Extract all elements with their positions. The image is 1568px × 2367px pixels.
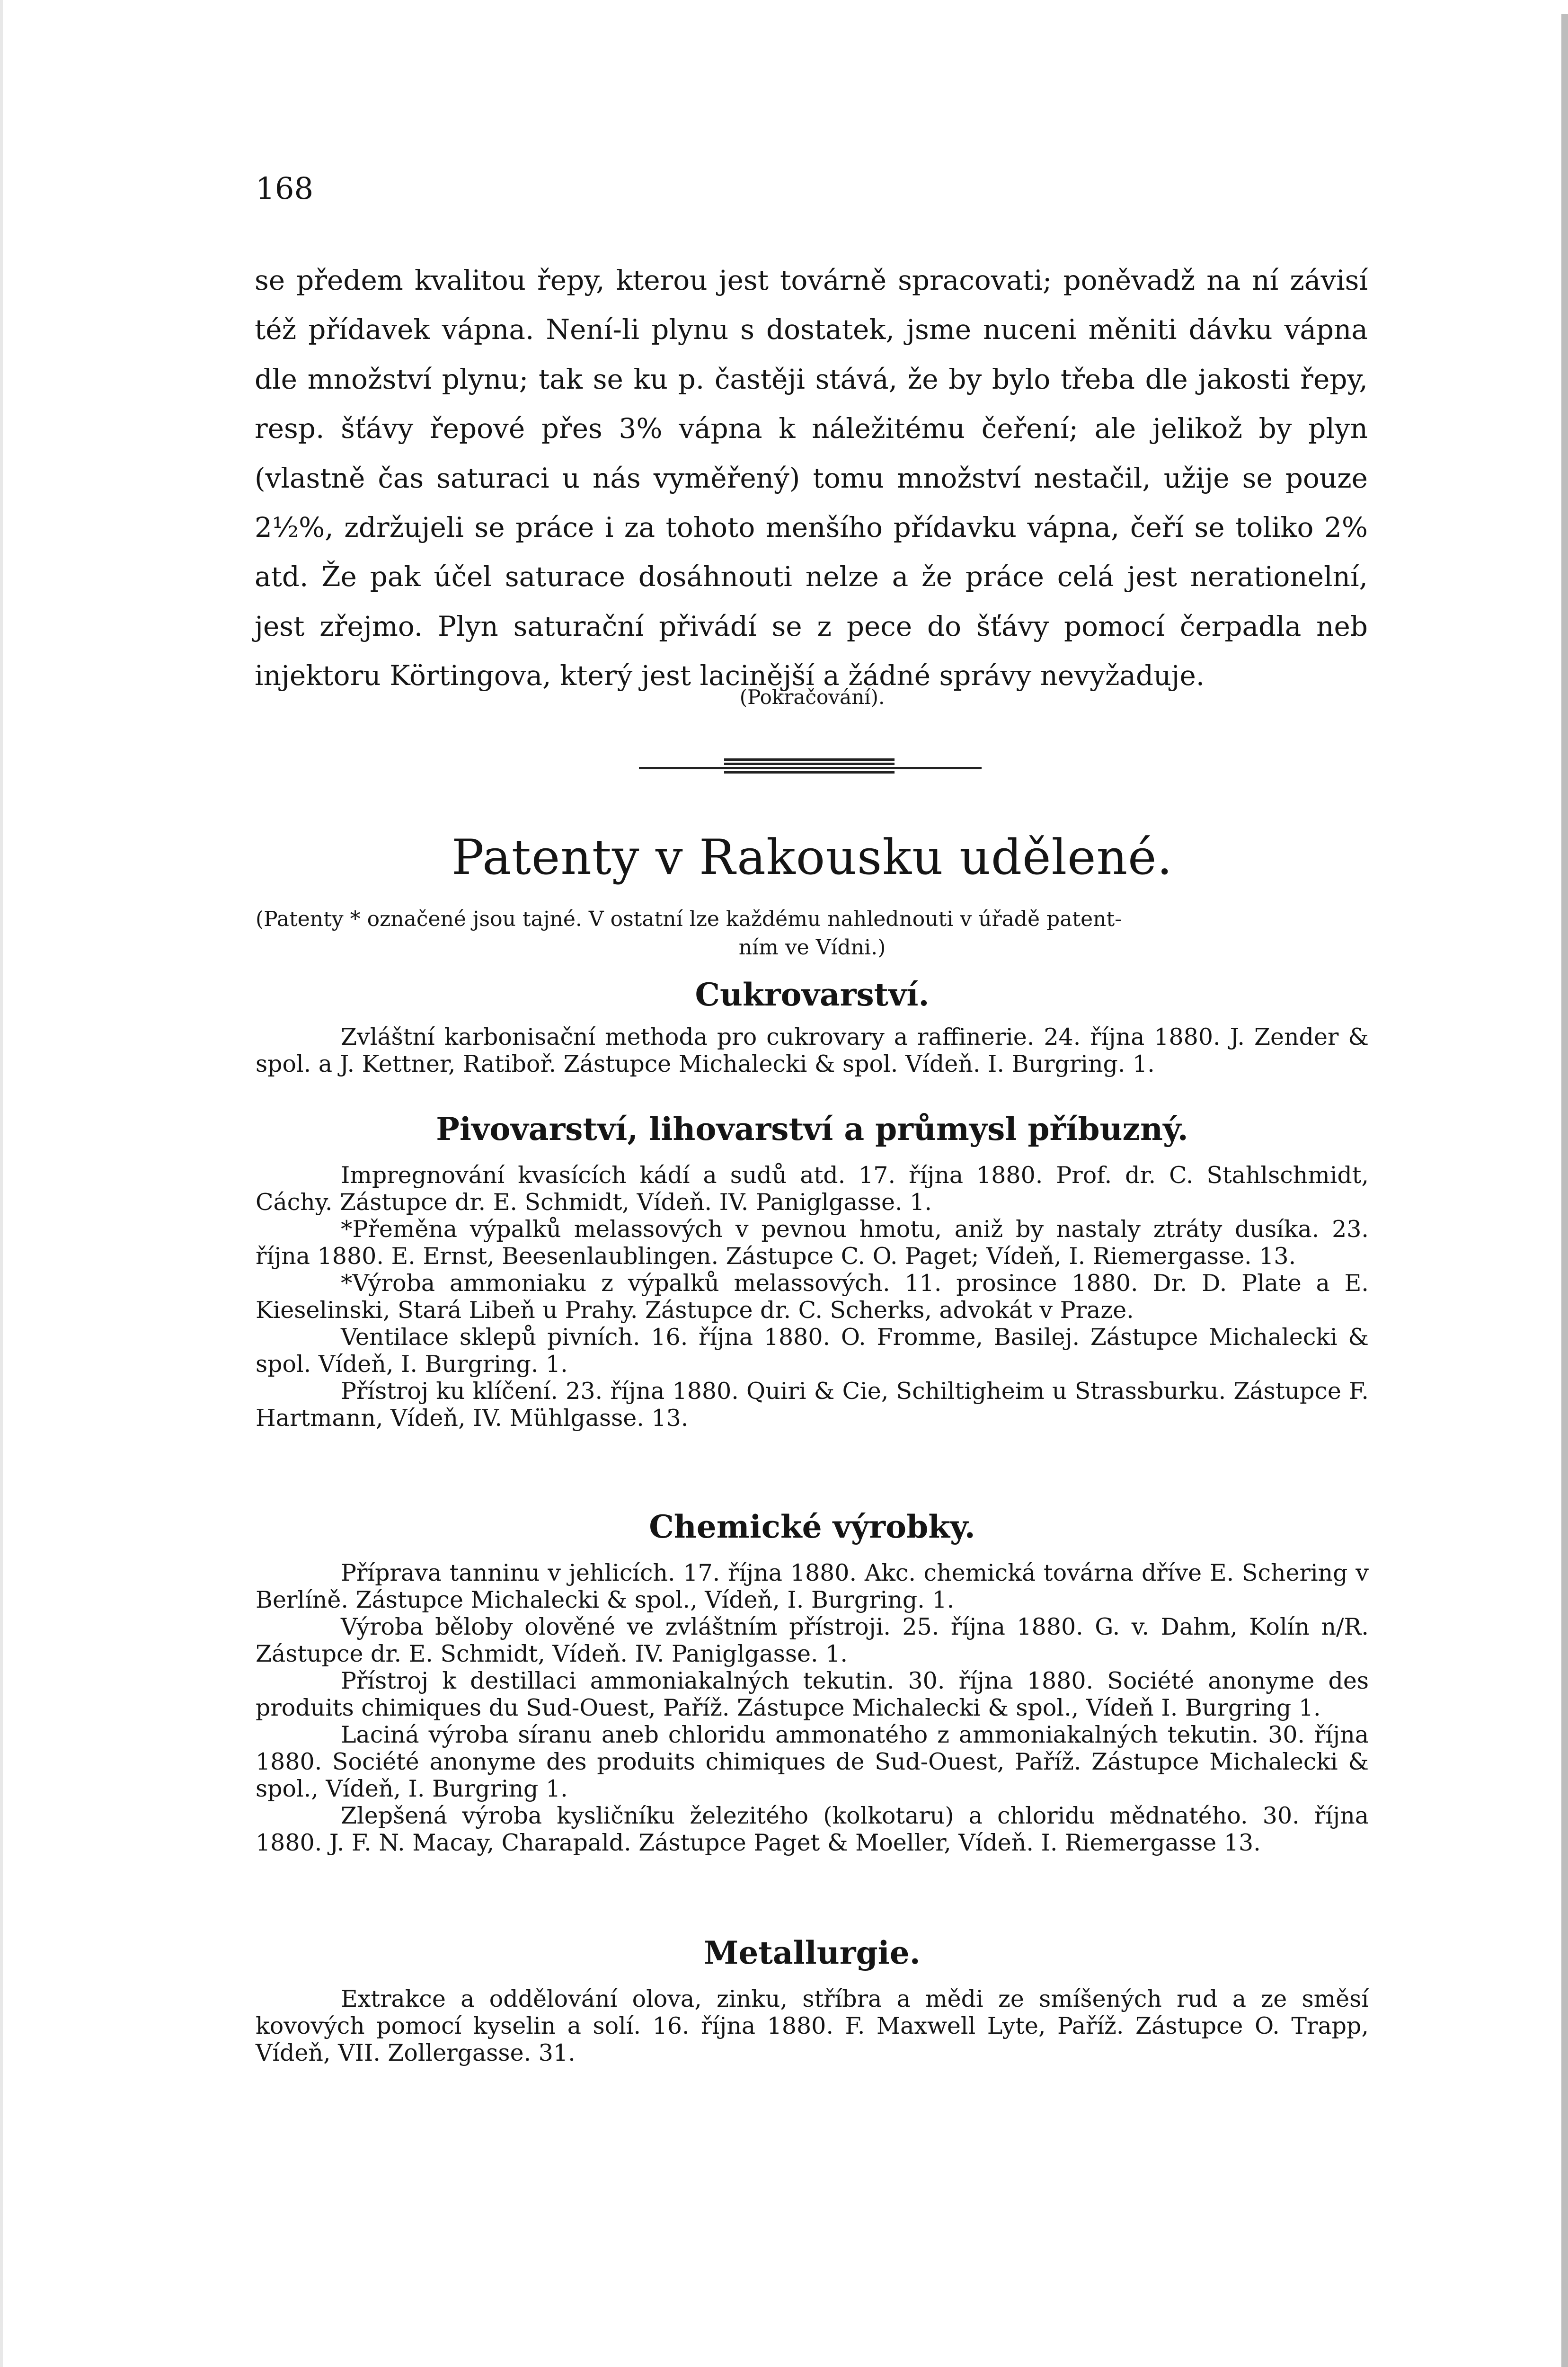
- section-cukrovarstvi: [256, 973, 1369, 1077]
- patent-entry: Přístroj k destillaci ammoniakalných tekutin. 30. října 1880. Société anonyme des produits chimiques du Sud-Ouest, Paříž. Zástupce Michalecki & spol., Vídeň I. Burgring 1.: [256, 1667, 1369, 1721]
- patent-note-line-1: (Patenty * označené jsou tajné. V ostatní lze každému nahlednouti v úřadě patent-: [256, 907, 1122, 931]
- section-pivovarstvi: [256, 1108, 1369, 1432]
- page-title: Patenty v Rakousku udělené.: [452, 829, 1173, 886]
- patent-note: [256, 905, 1369, 962]
- patent-entry: Ventilace sklepů pivních. 16. října 1880. O. Fromme, Basilej. Zástupce Michalecki & spol. Vídeň, I. Burgring. 1.: [256, 1324, 1369, 1378]
- patent-entry: *Výroba ammoniaku z výpalků melassových. 11. prosince 1880. Dr. D. Plate a E. Kieselinski, Stará Libeň u Prahy. Zástupce dr. C. Scherks, advokát v Praze.: [256, 1270, 1369, 1324]
- section-metallurgie: [256, 1931, 1369, 2066]
- decorative-rule: [639, 756, 982, 775]
- patent-entry: Zvláštní karbonisační methoda pro cukrovary a raffinerie. 24. října 1880. J. Zender & spol. a J. Kettner, Ratiboř. Zástupce Michalecki & spol. Vídeň. I. Burgring. 1.: [256, 1023, 1369, 1077]
- section-heading: Metallurgie.: [704, 1934, 921, 1971]
- patent-entry: *Přeměna výpalků melassových v pevnou hmotu, aniž by nastaly ztráty dusíka. 23. října 1880. E. Ernst, Beesenlaublingen. Zástupce C. O. Paget; Vídeň, I. Riemergasse. 13.: [256, 1216, 1369, 1270]
- patent-entry: Přístroj ku klíčení. 23. října 1880. Quiri & Cie, Schiltigheim u Strassburku. Zástupce F. Hartmann, Vídeň, IV. Mühlgasse. 13.: [256, 1378, 1369, 1432]
- page-number: 168: [256, 171, 314, 206]
- section-heading: Chemické výrobky.: [649, 1508, 975, 1545]
- section-heading: Cukrovarství.: [695, 976, 930, 1013]
- patent-entry: Laciná výroba síranu aneb chloridu ammonatého z ammoniakalných tekutin. 30. října 1880. Société anonyme des produits chimiques de Sud-Ouest, Paříž. Zástupce Michalecki & spol., Vídeň, I. Burgring 1.: [256, 1721, 1369, 1802]
- section-heading: Pivovarství, lihovarství a průmysl příbuzný.: [436, 1111, 1188, 1148]
- section-chemicke-vyrobky: [256, 1505, 1369, 1856]
- patent-entry: Zlepšená výroba kysličníku železitého (kolkotaru) a chloridu mědnatého. 30. října 1880. J. F. N. Macay, Charapald. Zástupce Paget & Moeller, Vídeň. I. Riemergasse 13.: [256, 1802, 1369, 1856]
- continued-note: (Pokračování).: [739, 685, 885, 709]
- patent-entry: Extrakce a oddělování olova, zinku, stříbra a mědi ze smíšených rud a ze směsí kovových pomocí kyselin a solí. 16. října 1880. F. Maxwell Lyte, Paříž. Zástupce O. Trapp, Vídeň, VII. Zollergasse. 31.: [256, 1985, 1369, 2066]
- patent-entry: Příprava tanninu v jehlicích. 17. října 1880. Akc. chemická továrna dříve E. Schering v Berlíně. Zástupce Michalecki & spol., Vídeň, I. Burgring. 1.: [256, 1559, 1369, 1613]
- intro-paragraph: se předem kvalitou řepy, kterou jest továrně spracovati; poněvadž na ní závisí též přídavek vápna. Není-li plynu s dostatek, jsme nuceni měniti dávku vápna dle množství plynu; tak se ku p. častěji stává, že by bylo třeba dle jakosti řepy, resp. šťávy řepové přes 3% vápna k náležitému čeření; ale jelikož by plyn (vlastně čas saturaci u nás vyměřený) tomu množství nestačil, užije se pouze 2½%, zdržujeli se práce i za tohoto menšího přídavku vápna, čeří se toliko 2% atd. Že pak účel saturace dosáhnouti nelze a že práce celá jest nerationelní, jest zřejmo. Plyn saturační přivádí se z pece do šťávy pomocí čerpadla neb injektoru Körtingova, který jest lacinější a žádné správy nevyžaduje.: [255, 264, 1368, 692]
- scan-right-edge: [1561, 14, 1568, 2367]
- scan-left-edge: [0, 0, 3, 2367]
- patent-entry: Výroba běloby olověné ve zvláštním přístroji. 25. října 1880. G. v. Dahm, Kolín n/R. Zástupce dr. E. Schmidt, Vídeň. IV. Paniglgasse. 1.: [256, 1613, 1369, 1667]
- patent-entry: Impregnování kvasících kádí a sudů atd. 17. října 1880. Prof. dr. C. Stahlschmidt, Cáchy. Zástupce dr. E. Schmidt, Vídeň. IV. Paniglgasse. 1.: [256, 1162, 1369, 1216]
- patent-note-line-2: ním ve Vídni.): [738, 935, 886, 960]
